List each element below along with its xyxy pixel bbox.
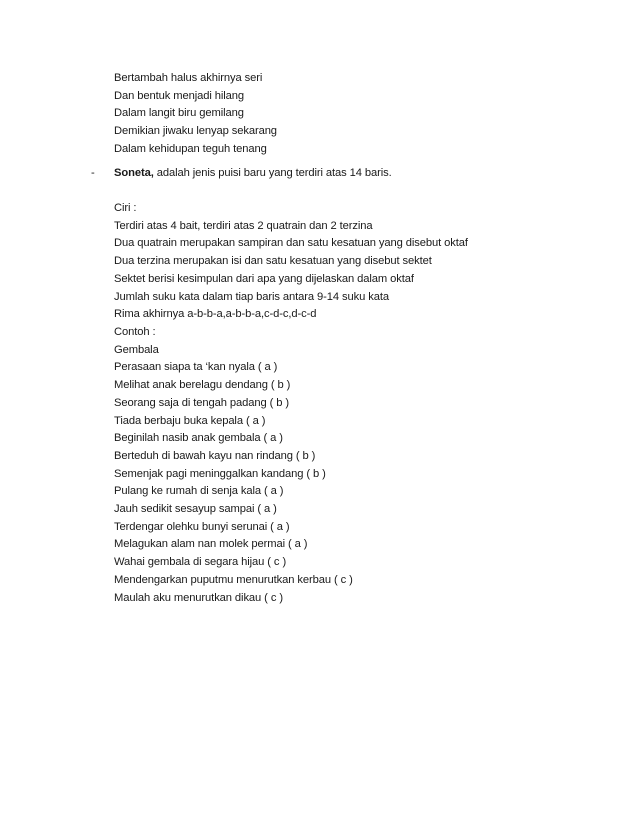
list-item: Terdiri atas 4 bait, terdiri atas 2 quatrain dan 2 terzina (114, 219, 373, 232)
poem-line: Jauh sedikit sesayup sampai ( a ) (114, 503, 277, 516)
definition-line (114, 165, 594, 183)
section-heading: Contoh : (114, 326, 156, 338)
poem-line: Pulang ke rumah di senja kala ( a ) (114, 485, 284, 498)
poem-line: Wahai gembala di segara hijau ( c ) (114, 556, 287, 569)
poem-line: Mendengarkan puputmu menurutkan kerbau ( c ) (114, 573, 353, 586)
list-item: Rima akhirnya a-b-b-a,a-b-b-a,c-d-c,d-c-d (114, 308, 317, 321)
poem-line: Perasaan siapa ta ‘kan nyala ( a ) (114, 361, 278, 374)
poem-line: Semenjak pagi meninggalkan kandang ( b ) (114, 467, 326, 480)
section-heading: Ciri : (114, 202, 137, 214)
list-item: Dua quatrain merupakan sampiran dan satu kesatuan yang disebut oktaf (114, 237, 468, 250)
poem-line: Dalam langit biru gemilang (114, 107, 244, 120)
poem-line: Tiada berbaju buka kepala ( a ) (114, 414, 266, 427)
poem-tail (114, 70, 594, 159)
term-soneta: Soneta, (114, 167, 154, 179)
poem-line: Demikian jiwaku lenyap sekarang (114, 125, 277, 138)
poem-line: Dan bentuk menjadi hilang (114, 89, 244, 102)
soneta-definition (114, 165, 594, 183)
poem-line: Bertambah halus akhirnya seri (114, 72, 263, 84)
list-item: Jumlah suku kata dalam tiap baris antara 9-14 suku kata (114, 290, 389, 303)
poem-line: Maulah aku menurutkan dikau ( c ) (114, 591, 283, 604)
contoh-section (114, 324, 594, 607)
poem-line: Seorang saja di tengah padang ( b ) (114, 396, 290, 409)
poem-line: Melagukan alam nan molek permai ( a ) (114, 538, 308, 551)
poem-title: Gembala (114, 343, 159, 356)
list-item: Sektet berisi kesimpulan dari apa yang dijelaskan dalam oktaf (114, 272, 414, 285)
ciri-section (114, 200, 594, 324)
poem-line: Beginilah nasib anak gembala ( a ) (114, 432, 283, 445)
poem-line: Terdengar olehku bunyi serunai ( a ) (114, 520, 290, 533)
list-item: Dua terzina merupakan isi dan satu kesatuan yang disebut sektet (114, 255, 432, 268)
poem-line: Melihat anak berelagu dendang ( b ) (114, 379, 291, 392)
list-bullet: - (91, 167, 95, 179)
definition-text: adalah jenis puisi baru yang terdiri atas 14 baris. (153, 167, 392, 179)
poem-line: Dalam kehidupan teguh tenang (114, 142, 267, 155)
poem-line: Berteduh di bawah kayu nan rindang ( b ) (114, 449, 316, 462)
